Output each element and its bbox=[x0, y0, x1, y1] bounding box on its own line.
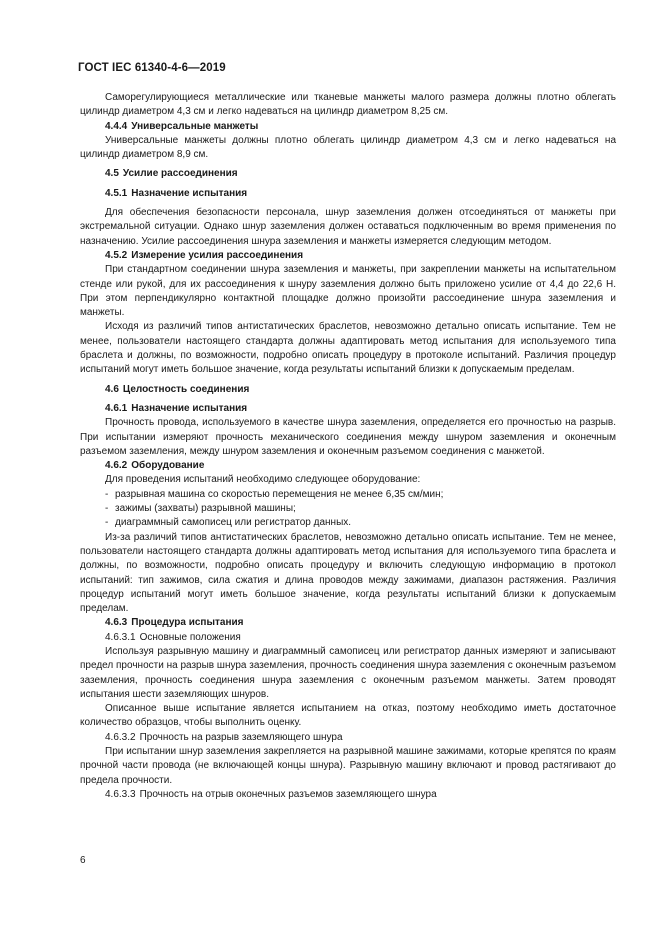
section-number: 4.5.2 bbox=[105, 249, 128, 261]
document-header: ГОСТ IEC 61340-4-6—2019 bbox=[78, 62, 226, 74]
subsection-heading-4-6-3-3 bbox=[80, 788, 616, 802]
paragraph: Используя разрывную машину и диаграммный самописец или регистратор данных измеряют и записывают предел прочности на разрыв шнура заземления, прочность соединения шнура заземления с оконечным разъемом заземления, прочность соединения шнура заземления с оконечным разъемом манжеты. Затем проводят испытания шести заземляющих шнуров. bbox=[80, 645, 616, 700]
paragraph: Из-за различий типов антистатических браслетов, невозможно детально описать испытание. Тем не менее, пользователи настоящего стандарта должны адаптировать метод испытания для используемого типа браслета и должны, по возможности, подробно описать процедуру и включить следующую информацию в протокол испытаний: тип зажимов, сила сжатия и длина проводов между зажимами, диапазон растяжения. Различия процедур испытаний могут иметь большое значение, когда результаты испытаний близки к допускаемым пределам. bbox=[80, 531, 616, 615]
section-number: 4.6 bbox=[105, 383, 119, 395]
list-dash: - bbox=[105, 488, 109, 500]
section-heading-4-4-4 bbox=[80, 120, 616, 134]
section-number: 4.6.1 bbox=[105, 402, 128, 414]
document-body bbox=[80, 91, 616, 802]
page-number: 6 bbox=[80, 855, 86, 866]
section-title: Универсальные манжеты bbox=[131, 120, 259, 132]
subsection-number: 4.6.3.2 bbox=[105, 731, 136, 743]
list-item bbox=[80, 502, 616, 516]
subsection-heading-4-6-3-2 bbox=[80, 731, 616, 745]
section-heading-4-6-3 bbox=[80, 616, 616, 630]
list-dash: - bbox=[105, 517, 109, 529]
section-heading-4-6-2 bbox=[80, 459, 616, 473]
section-title: Оборудование bbox=[131, 460, 205, 472]
list-dash: - bbox=[105, 503, 109, 515]
section-heading-4-6 bbox=[80, 383, 616, 397]
subsection-number: 4.6.3.1 bbox=[105, 631, 136, 643]
section-heading-4-6-1 bbox=[80, 402, 616, 416]
subsection-title: Прочность на отрыв оконечных разъемов заземляющего шнура bbox=[139, 788, 437, 800]
section-number: 4.6.2 bbox=[105, 460, 128, 472]
list-item-text: разрывная машина со скоростью перемещения не менее 6,35 см/мин; bbox=[115, 488, 444, 500]
list-item bbox=[80, 488, 616, 502]
list-item-text: зажимы (захваты) разрывной машины; bbox=[115, 503, 296, 515]
subsection-heading-4-6-3-1 bbox=[80, 631, 616, 645]
paragraph: Исходя из различий типов антистатических браслетов, невозможно детально описать испытание. Тем не менее, пользователи настоящего стандарта должны адаптировать метод испытания для используемого типа браслета и должны, по возможности, подробно описать процедуру в протоколе испытаний. Различия процедур испытаний могут иметь большое значение, когда результаты испытаний близки к допускаемым пределам. bbox=[80, 321, 616, 376]
paragraph: Для обеспечения безопасности персонала, шнур заземления должен отсоединяться от манжеты при экстремальной ситуации. Однако шнур заземления должен оставаться подключенным во время применения по назначению. Усилие рассоединения шнура заземления и манжеты измеряется следующим методом. bbox=[80, 207, 616, 247]
subsection-number: 4.6.3.3 bbox=[105, 788, 136, 800]
section-heading-4-5-2 bbox=[80, 249, 616, 263]
paragraph: При стандартном соединении шнура заземления и манжеты, при закреплении манжеты на испытательном стенде или рукой, для их рассоединения к шнуру заземления должно быть приложено усилие от 4,4 до 22,6 Н. При этом перпендикулярно контактной площадке должно произойти рассоединение шнура заземления и манжеты. bbox=[80, 264, 616, 319]
section-number: 4.5 bbox=[105, 168, 119, 180]
subsection-title: Прочность на разрыв заземляющего шнура bbox=[139, 731, 343, 743]
paragraph: Универсальные манжеты должны плотно облегать цилиндр диаметром 4,3 см и легко надеваться на цилиндр диаметром 8,9 см. bbox=[80, 134, 616, 161]
section-title: Измерение усилия рассоединения bbox=[131, 249, 304, 261]
section-heading-4-5-1 bbox=[80, 187, 616, 201]
paragraph: Саморегулирующиеся металлические или тканевые манжеты малого размера должны плотно облегать цилиндр диаметром 4,3 см и легко надеваться на цилиндр диаметром 8,25 см. bbox=[80, 92, 616, 118]
list-item-text: диаграммный самописец или регистратор данных. bbox=[115, 517, 352, 529]
subsection-title: Основные положения bbox=[139, 631, 241, 643]
paragraph: Для проведения испытаний необходимо следующее оборудование: bbox=[105, 474, 421, 486]
section-number: 4.4.4 bbox=[105, 120, 128, 132]
section-title: Процедура испытания bbox=[131, 617, 244, 629]
section-heading-4-5 bbox=[80, 167, 616, 181]
section-title: Целостность соединения bbox=[122, 383, 250, 395]
section-title: Назначение испытания bbox=[131, 187, 248, 199]
section-number: 4.5.1 bbox=[105, 187, 128, 199]
section-title: Усилие рассоединения bbox=[122, 168, 238, 180]
list-item bbox=[80, 516, 616, 530]
paragraph: Прочность провода, используемого в качестве шнура заземления, определяется его прочностью на разрыв. При испытании измеряют прочность механического соединения между шнуром заземления и оконечным разъемом заземления, между шнуром заземления и оконечным разъемом соединения с манжетой. bbox=[80, 417, 616, 457]
section-title: Назначение испытания bbox=[131, 402, 248, 414]
paragraph: При испытании шнур заземления закрепляется на разрывной машине зажимами, которые крепятся по краям прочной части провода (не включающей концы шнура). Разрывную машину включают и провод растягивают до предела прочности. bbox=[80, 746, 616, 786]
paragraph: Описанное выше испытание является испытанием на отказ, поэтому необходимо иметь достаточное количество образцов, чтобы выполнить оценку. bbox=[80, 703, 616, 729]
section-number: 4.6.3 bbox=[105, 617, 128, 629]
